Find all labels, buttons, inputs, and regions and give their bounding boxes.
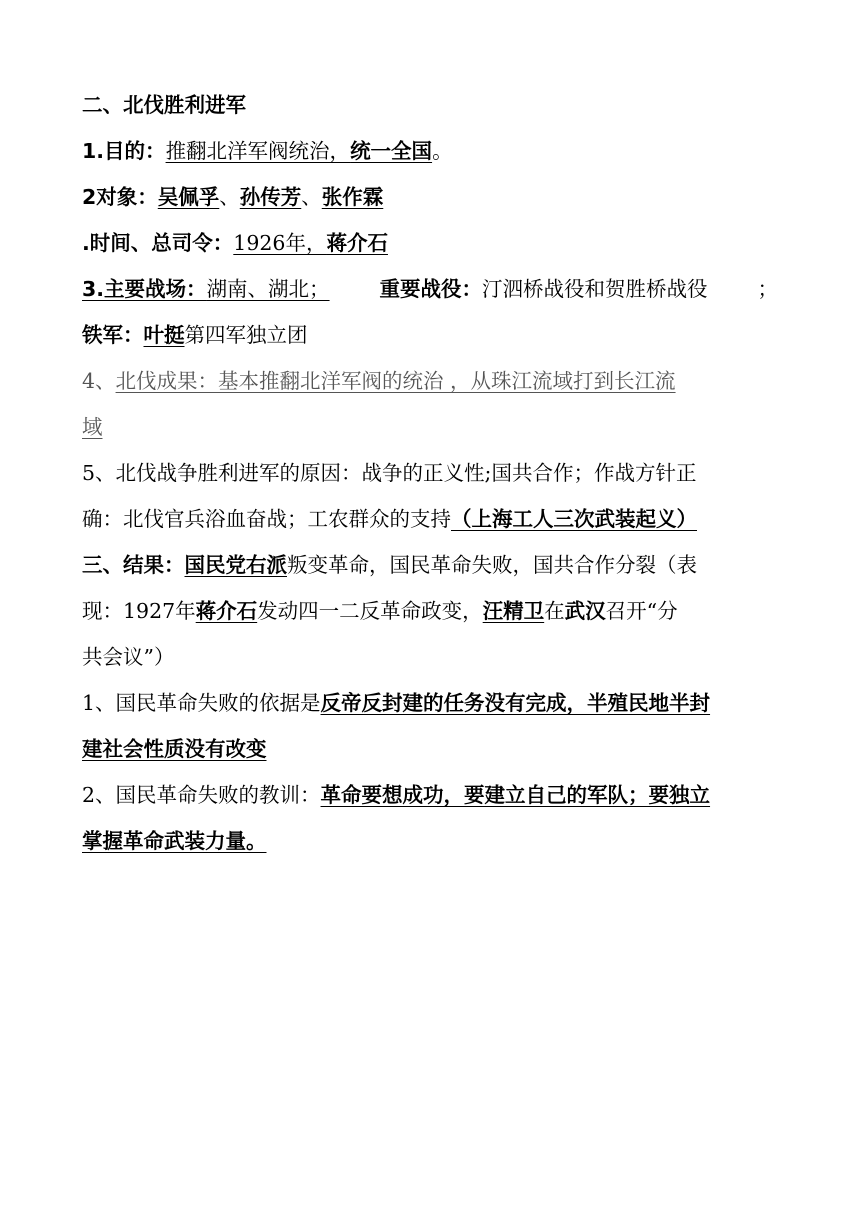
iron-army-text: 第四军独立团 [184, 323, 308, 347]
reasons-text-1: 5、北伐战争胜利进军的原因：战争的正义性;国共合作；作战方针正 [82, 461, 697, 485]
iron-army-line [82, 312, 778, 358]
purpose-label: 1.目的： [82, 139, 166, 163]
section-three-text-1: 叛变革命，国民革命失败，国共合作分裂（表 [287, 553, 697, 577]
key-battles-text: 汀泗桥战役和贺胜桥战役 [482, 277, 708, 301]
battles-left [82, 266, 330, 312]
failure-basis-bold-2: 建社会性质没有改变 [82, 737, 267, 761]
results-line-2 [82, 404, 778, 450]
target-1: 吴佩孚 [157, 185, 220, 209]
failure-basis-line-1 [82, 680, 778, 726]
reasons-text-2a: 确：北伐官兵浴血奋战；工农群众的支持 [82, 507, 451, 531]
target-sep-1: 、 [219, 185, 240, 209]
target-2: 孙传芳 [239, 185, 302, 209]
battles-mid [380, 266, 708, 312]
failure-basis-text: 1、国民革命失败的依据是 [82, 691, 321, 715]
failure-basis-line-2 [82, 726, 778, 772]
reasons-line-1 [82, 450, 778, 496]
wang-jingwei: 汪精卫 [482, 599, 545, 623]
section-three-label: 三、结果： [82, 553, 185, 577]
failure-lesson-line-2 [82, 818, 778, 864]
section-three-text-2d: 召开“分 [605, 599, 678, 623]
commander-name: 蒋介石 [326, 231, 388, 255]
targets-line [82, 174, 778, 220]
results-text-2: 域 [82, 415, 103, 439]
failure-lesson-bold-1: 革命要想成功，要建立自己的军队；要独立 [320, 783, 711, 807]
failure-basis-bold-1: 反帝反封建的任务没有完成，半殖民地半封 [320, 691, 711, 715]
wuhan: 武汉 [564, 599, 606, 623]
results-text-1: 北伐成果：基本推翻北洋军阀的统治 ，从珠江流域打到长江流 [115, 369, 676, 393]
iron-army-label: 铁军： [82, 323, 144, 347]
results-line-1 [82, 358, 778, 404]
battles-end: ； [757, 277, 778, 301]
purpose-text-b: 统一全国 [350, 139, 433, 163]
key-battles-label: 重要战役： [379, 277, 483, 301]
time-year: 1926年， [233, 231, 327, 255]
section-three-text-2b: 发动四一二反革命政变， [257, 599, 483, 623]
failure-lesson-bold-2: 掌握革命武装力量。 [82, 829, 267, 853]
target-3: 张作霖 [321, 185, 384, 209]
time-line [82, 220, 778, 266]
battles-line [82, 266, 778, 312]
section-two-heading: 二、北伐胜利进军 [82, 93, 246, 117]
purpose-text-a: 推翻北洋军阀统治， [165, 139, 351, 163]
failure-lesson-text: 2、国民革命失败的教训： [82, 783, 321, 807]
section-three-line-2 [82, 588, 778, 634]
document-page [82, 82, 778, 864]
iron-army-name: 叶挺 [143, 323, 185, 347]
failure-lesson-line-1 [82, 772, 778, 818]
section-two-title [82, 82, 778, 128]
battles-places: 湖南、湖北； [206, 277, 330, 301]
purpose-end: 。 [432, 139, 453, 163]
battles-label: 3.主要战场： [82, 277, 207, 301]
kmt-right-wing: 国民党右派 [184, 553, 287, 577]
reasons-text-2b: （上海工人三次武装起义） [451, 507, 697, 531]
section-three-line-1 [82, 542, 778, 588]
time-label: .时间、总司令： [82, 231, 234, 255]
section-three-text-2c: 在 [544, 599, 565, 623]
chiang-kai-shek: 蒋介石 [195, 599, 258, 623]
results-num: 4、 [82, 369, 116, 393]
reasons-line-2 [82, 496, 778, 542]
section-three-text-3: 共会议”） [82, 645, 175, 669]
section-three-text-2a: 现：1927年 [82, 599, 196, 623]
target-sep-2: 、 [301, 185, 322, 209]
targets-label: 2对象： [82, 185, 158, 209]
purpose-line [82, 128, 778, 174]
section-three-line-3 [82, 634, 778, 680]
